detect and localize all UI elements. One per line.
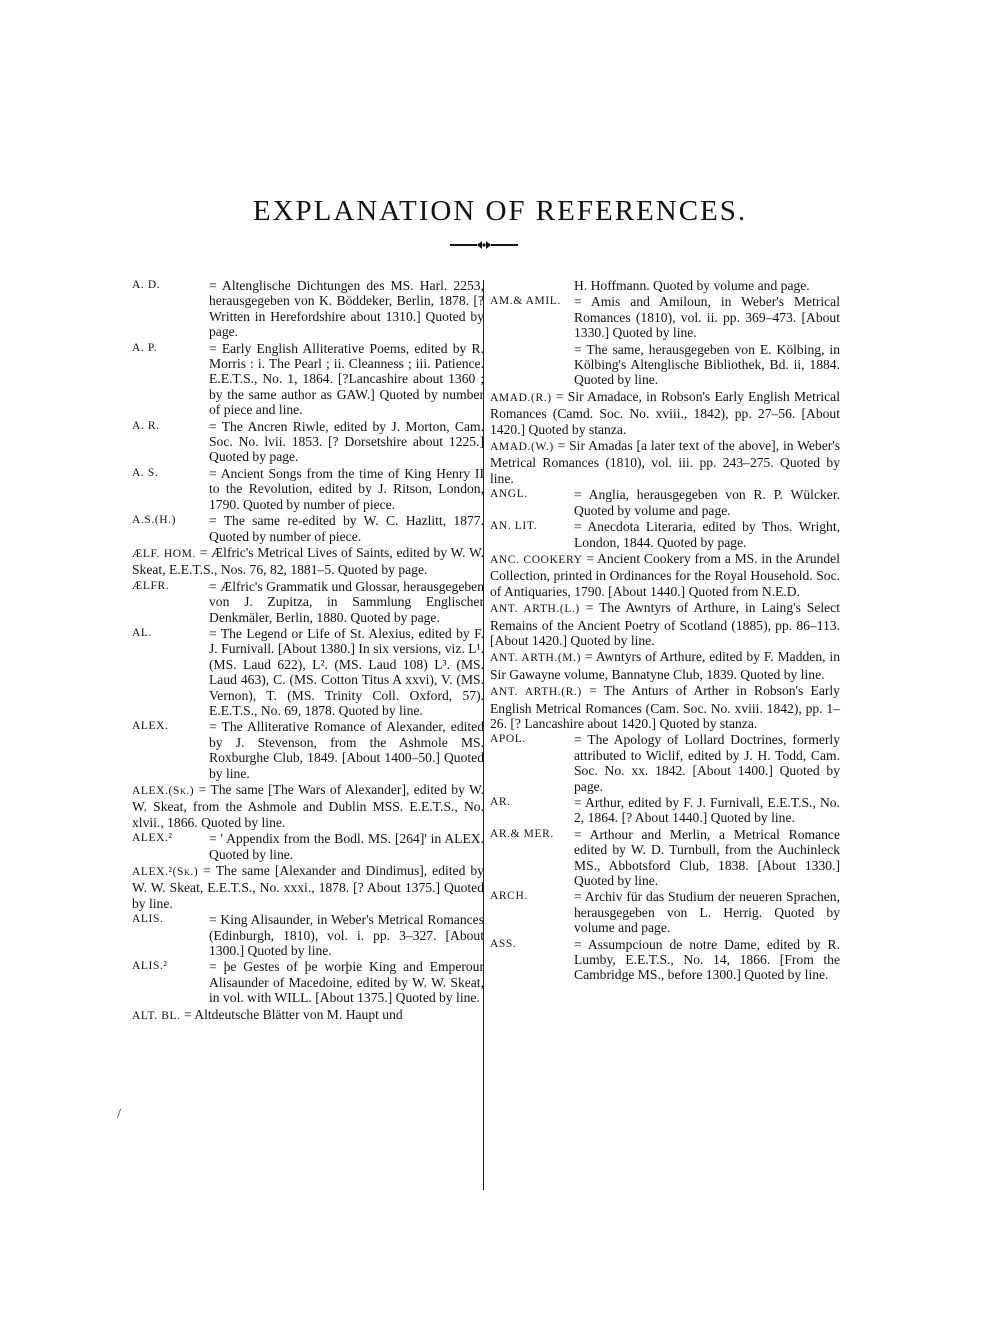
reference-entry <box>132 513 484 544</box>
reference-abbreviation: ALEX. <box>132 720 169 733</box>
reference-entry <box>490 551 840 599</box>
reference-description: = Arthur, edited by F. J. Furnivall, E.E.T.S., No. 2, 1864. [? About 1440.] Quoted by line. <box>574 795 840 826</box>
reference-entry <box>490 889 840 935</box>
reference-entry <box>132 1007 484 1024</box>
reference-description: = The Anturs of Arther in Robson's Early English Metrical Romances (Cam. Soc. No. xviii. 1842), pp. 1–26. [? Lancashire about 1420.] Quoted by stanza. <box>490 683 840 731</box>
right-column <box>490 278 840 984</box>
reference-abbreviation: ALEX.(Sk.) <box>132 785 195 797</box>
reference-abbreviation: ALIS.² <box>132 960 168 973</box>
reference-entry <box>132 831 484 862</box>
reference-entry <box>490 438 840 486</box>
reference-description: = Early English Alliterative Poems, edited by R. Morris : i. The Pearl ; ii. Cleanness ; iii. Patience. E.E.T.S., No. 1, 1864. [?Lancashire about 1360 ; by the same author as GAW.] Quoted by number of piece and line. <box>209 340 484 418</box>
reference-description: = Altdeutsche Blätter von M. Haupt und <box>183 1006 403 1022</box>
reference-abbreviation: ASS. <box>490 937 517 950</box>
reference-abbreviation: ALT. BL. <box>132 1009 181 1022</box>
reference-entry <box>132 466 484 512</box>
reference-description: = The same, herausgegeben von E. Kölbing, in Kölbing's Altenglische Bibliothek, Bd. ii, 1884. Quoted by line. <box>574 341 840 388</box>
reference-description: = The same [Alexander and Dindimus], edited by W. W. Skeat, E.E.T.S., No. xxxi., 1878. [? About 1375.] Quoted by line. <box>132 863 484 911</box>
reference-entry <box>490 519 840 550</box>
reference-description: = Awntyrs of Arthure, edited by F. Madden, in Sir Gawayne volume, Bannatyne Club, 1839. Quoted by line. <box>490 649 840 682</box>
reference-entry <box>132 579 484 625</box>
reference-description: = The Ancren Riwle, edited by J. Morton, Cam. Soc. No. lvii. 1853. [? Dorsetshire about 1225.] Quoted by page. <box>209 418 484 465</box>
reference-abbreviation: ARCH. <box>490 890 528 903</box>
margin-mark: / <box>117 1107 121 1122</box>
reference-entry <box>490 649 840 682</box>
reference-abbreviation: A. D. <box>132 279 161 291</box>
reference-abbreviation: ANT. ARTH.(L.) <box>490 603 580 616</box>
reference-abbreviation: A.S.(H.) <box>132 514 177 527</box>
reference-description: = ' Appendix from the Bodl. MS. [264]' in ALEX. Quoted by line. <box>209 831 484 862</box>
reference-entry-continued <box>490 278 840 293</box>
reference-entry <box>490 294 840 340</box>
reference-entry <box>490 732 840 794</box>
reference-description: = The same re-edited by W. C. Hazlitt, 1877. Quoted by number of piece. <box>209 513 484 544</box>
reference-abbreviation: AMAD.(W.) <box>490 441 554 454</box>
reference-abbreviation: ÆLF. HOM. <box>132 547 196 560</box>
reference-abbreviation: A. S. <box>132 466 159 479</box>
reference-description: = Ancient Cookery from a MS. in the Arundel Collection, printed in Ordinances for the Royal Household. Soc. of Antiquaries, 1790. [About 1440.] Quoted from N.E.D. <box>490 550 840 599</box>
title-ornament <box>450 238 518 252</box>
reference-description: = Sir Amadace, in Robson's Early English Metrical Romances (Camd. Soc. No. xviii., 1842), pp. 27–56. [About 1420.] Quoted by stanza. <box>490 388 840 437</box>
reference-entry <box>490 683 840 731</box>
reference-abbreviation: AM.& AMIL. <box>490 295 561 308</box>
reference-description: = The Alliterative Romance of Alexander, edited by J. Stevenson, from the Ashmole MS. Roxburghe Club, 1849. [About 1400–50.] Quoted by line. <box>209 719 484 781</box>
reference-description: = The Legend or Life of St. Alexius, edited by F. J. Furnivall. [About 1380.] In six versions, viz. L¹. (MS. Laud 622), L². (MS. Laud 108) L³. (MS. Laud 463), C. (MS. Cotton Titus A xxvi), V. (MS. Vernon), T. (MS. Trinity Coll. Oxford, 57). E.E.T.S., No. 69, 1878. Quoted by line. <box>209 625 484 718</box>
reference-description: = Altenglische Dichtungen des MS. Harl. 2253, herausgegeben von K. Böddeker, Berlin, 1878. [? Written in Herefordshire about 1310.] Quoted by page. <box>209 278 484 340</box>
reference-description: = Sir Amadas [a later text of the above], in Weber's Metrical Romances (1810), vol. iii. pp. 243–275. Quoted by line. <box>490 438 840 486</box>
reference-description: = þe Gestes of þe worþie King and Emperour Alisaunder of Macedoine, edited by W. W. Skeat, in vol. with WILL. [About 1375.] Quoted by line. <box>209 959 484 1006</box>
reference-entry <box>132 719 484 781</box>
reference-abbreviation: ANC. COOKERY <box>490 553 583 566</box>
reference-entry <box>132 278 484 340</box>
reference-description: = Ancient Songs from the time of King Henry II to the Revolution, edited by J. Ritson, London, 1790. Quoted by number of piece. <box>209 465 484 512</box>
reference-abbreviation: ANGL. <box>490 488 528 501</box>
reference-description: = The same [The Wars of Alexander], edited by W. W. Skeat, from the Ashmole and Dublin MSS. E.E.T.S., No. xlvii., 1866. Quoted by line. <box>132 782 484 830</box>
page-title: EXPLANATION OF REFERENCES. <box>252 195 748 227</box>
reference-abbreviation: AMAD.(R.) <box>490 391 552 404</box>
reference-description: = Assumpcioun de notre Dame, edited by R. Lumby, E.E.T.S., No. 14, 1866. [From the Cambridge MS., before 1300.] Quoted by line. <box>574 936 840 983</box>
reference-description: = Ælfric's Metrical Lives of Saints, edited by W. W. Skeat, E.E.T.S., Nos. 76, 82, 1881–5. Quoted by page. <box>132 544 484 578</box>
reference-entry <box>132 782 484 830</box>
reference-description: = The Apology of Lollard Doctrines, formerly attributed to Wiclif, edited by J. H. Todd, Cam. Soc. No. xx. 1842. [About 1400.] Quoted by page. <box>574 732 840 794</box>
reference-abbreviation: ÆLFR. <box>132 579 170 592</box>
reference-entry <box>132 626 484 718</box>
reference-description: = Arthour and Merlin, a Metrical Romance edited by W. D. Turnbull, from the Auchinleck MS., Abbotsford Club, 1838. [About 1330.] Quoted by line. <box>574 826 840 889</box>
reference-abbreviation: APOL. <box>490 733 526 746</box>
reference-description: = King Alisaunder, in Weber's Metrical Romances (Edinburgh, 1810), vol. i. pp. 3–327. [About 1300.] Quoted by line. <box>209 912 484 959</box>
reference-entry <box>490 937 840 983</box>
reference-entry <box>490 827 840 889</box>
reference-entry <box>490 342 840 388</box>
left-column <box>132 278 484 1025</box>
reference-description: = Ælfric's Grammatik und Glossar, herausgegeben von J. Zupitza, in Sammlung Englischer Denkmäler, Berlin, 1880. Quoted by page. <box>209 578 484 625</box>
reference-abbreviation: AR.& MER. <box>490 827 554 840</box>
reference-entry <box>490 487 840 518</box>
reference-entry <box>132 959 484 1005</box>
reference-abbreviation: AL. <box>132 626 153 639</box>
reference-abbreviation: ANT. ARTH.(R.) <box>490 686 582 699</box>
reference-entry <box>132 863 484 911</box>
reference-description: = Anecdota Literaria, edited by Thos. Wright, London, 1844. Quoted by page. <box>574 519 840 550</box>
reference-description: = Archiv für das Studium der neueren Sprachen, herausgegeben von L. Herrig. Quoted by volume and page. <box>574 889 840 936</box>
reference-abbreviation: A. R. <box>132 419 160 432</box>
reference-entry <box>490 389 840 437</box>
reference-entry <box>490 795 840 826</box>
reference-abbreviation: ALEX.² <box>132 832 173 845</box>
reference-abbreviation: ANT. ARTH.(M.) <box>490 652 582 665</box>
reference-abbreviation: A. P. <box>132 341 158 354</box>
reference-description: = Amis and Amiloun, in Weber's Metrical Romances (1810), vol. ii. pp. 369–473. [About 1330.] Quoted by line. <box>574 294 840 341</box>
reference-abbreviation: ALEX.²(Sk.) <box>132 866 199 879</box>
reference-abbreviation: AR. <box>490 796 511 808</box>
reference-description: = Anglia, herausgegeben von R. P. Wülcker. Quoted by volume and page. <box>574 487 840 518</box>
reference-abbreviation: ALIS. <box>132 913 164 926</box>
reference-entry <box>132 419 484 465</box>
reference-description: H. Hoffmann. Quoted by volume and page. <box>574 278 810 293</box>
reference-entry <box>132 341 484 418</box>
reference-entry <box>132 912 484 958</box>
reference-description: = The Awntyrs of Arthure, in Laing's Select Remains of the Ancient Poetry of Scotland (1885), pp. 86–113. [About 1420.] Quoted by line. <box>490 600 840 648</box>
reference-entry <box>490 600 840 648</box>
reference-abbreviation: AN. LIT. <box>490 520 538 533</box>
reference-entry <box>132 545 484 578</box>
